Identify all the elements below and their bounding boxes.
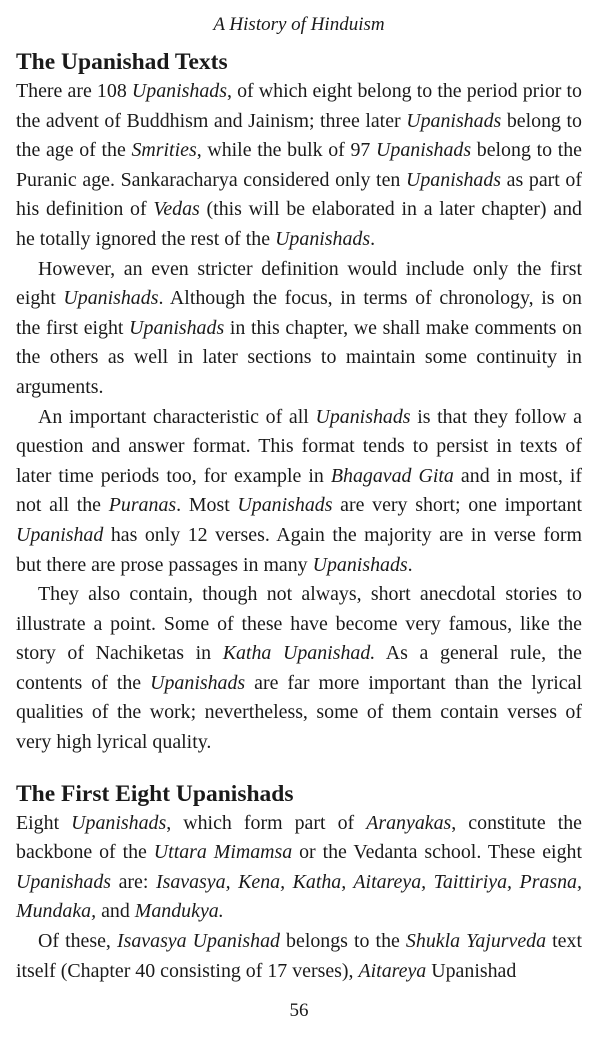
book-page — [16, 0, 582, 1037]
italic-run: Upanishads — [150, 671, 246, 694]
italic-run: Aitareya — [358, 959, 427, 982]
italic-run: Upanishads — [315, 405, 411, 428]
paragraph — [16, 927, 582, 986]
italic-run: Shukla Yajurveda — [405, 930, 547, 953]
italic-run: Upanishads — [63, 287, 159, 310]
text-run: belong to the Puranic age. Sankaracharya considered only ten — [16, 139, 583, 191]
italic-run: Smrities — [131, 139, 197, 162]
text-run: . Most — [176, 494, 238, 517]
paragraph — [16, 580, 582, 758]
text-run: , of which eight belong to the period prior to the advent of Buddhism and Jainism; three later — [16, 80, 582, 132]
paragraph — [16, 809, 582, 927]
text-run: has only 12 verses. Again the majority are in verse form but there are prose passages in many — [16, 523, 582, 576]
italic-run: Puranas — [108, 494, 177, 517]
italic-run: Isavasya, Kena, Katha, Aitareya, Taittiriya, Prasna, Mundaka, — [16, 870, 582, 923]
text-run: There are 108 — [16, 80, 132, 102]
italic-run: Aranyakas — [366, 811, 452, 834]
text-run: , which form part of — [166, 811, 367, 834]
italic-run: Upanishads — [312, 553, 408, 576]
text-run: as part of his definition of — [16, 168, 582, 221]
text-run: are very short; one important — [332, 494, 582, 517]
italic-run: Vedas — [153, 198, 200, 221]
text-run: and in most, if not all the — [16, 464, 582, 517]
running-header: A History of Hinduism — [213, 14, 385, 35]
text-run: They also contain, though not always, short anecdotal stories to illustrate a point. Some of these have become very famous, like the story of Nachiketas in — [16, 583, 582, 665]
italic-run: Bhagavad Gita — [330, 464, 454, 487]
italic-run: Upanishads — [131, 80, 227, 102]
text-run: , while the bulk of 97 — [196, 139, 377, 162]
italic-run: Upanishads — [16, 870, 112, 893]
text-run: belong to the age of the — [16, 109, 582, 162]
italic-run: Upanishads — [376, 139, 472, 162]
italic-run: Upanishads — [237, 494, 333, 517]
italic-run: Upanishads — [406, 109, 502, 132]
italic-run: Upanishads — [406, 168, 502, 191]
text-run: . — [407, 553, 413, 576]
text-run: is that they follow a question and answer format. This format tends to persist in texts of later time periods too, for example in — [16, 405, 582, 487]
paragraph — [16, 77, 582, 255]
text-run: . Although the focus, in terms of chronology, is on the first eight — [16, 287, 582, 339]
text-run: Of these, — [38, 930, 117, 953]
text-run: and — [96, 900, 135, 923]
italic-run: Upanishads — [275, 227, 371, 250]
italic-run: Upanishads — [129, 316, 225, 339]
paragraph — [16, 255, 582, 403]
italic-run: Upanishads — [71, 811, 167, 834]
text-run: However, an even stricter definition would include only the first eight — [16, 257, 582, 310]
text-run: belongs to the — [279, 930, 406, 953]
page-number: 56 — [289, 1000, 309, 1021]
text-run: are far more important than the lyrical qualities of the work; nevertheless, some of them contain verses of very high lyrical quality. — [16, 671, 582, 754]
text-run: or the Vedanta school. These eight — [292, 841, 582, 864]
text-run: text itself (Chapter 40 consisting of 17 verses), — [16, 930, 582, 982]
text-run: As a general rule, the contents of the — [16, 642, 582, 694]
text-run: are: — [111, 870, 156, 893]
text-run: Upanishad — [426, 959, 517, 982]
section-heading-first-eight-upanishads: The First Eight Upanishads — [16, 780, 294, 807]
text-run: An important characteristic of all — [38, 405, 316, 428]
text-run: in this chapter, we shall make comments on the others as well in later sections to maintain some continuity in arguments. — [16, 316, 582, 398]
italic-run: Mandukya. — [134, 900, 224, 923]
text-run: Eight — [16, 811, 72, 834]
italic-run: Isavasya Upanishad — [116, 930, 280, 953]
section-heading-upanishad-texts: The Upanishad Texts — [16, 49, 228, 75]
paragraph — [16, 403, 582, 581]
text-run: . — [370, 227, 376, 250]
text-run: (this will be elaborated in a later chapter) and he totally ignored the rest of the — [16, 198, 582, 250]
text-run: , constitute the backbone of the — [16, 811, 582, 864]
italic-run: Upanishad — [16, 523, 104, 546]
italic-run: Uttara Mimamsa — [153, 841, 293, 864]
italic-run: Katha Upanishad. — [222, 642, 376, 665]
